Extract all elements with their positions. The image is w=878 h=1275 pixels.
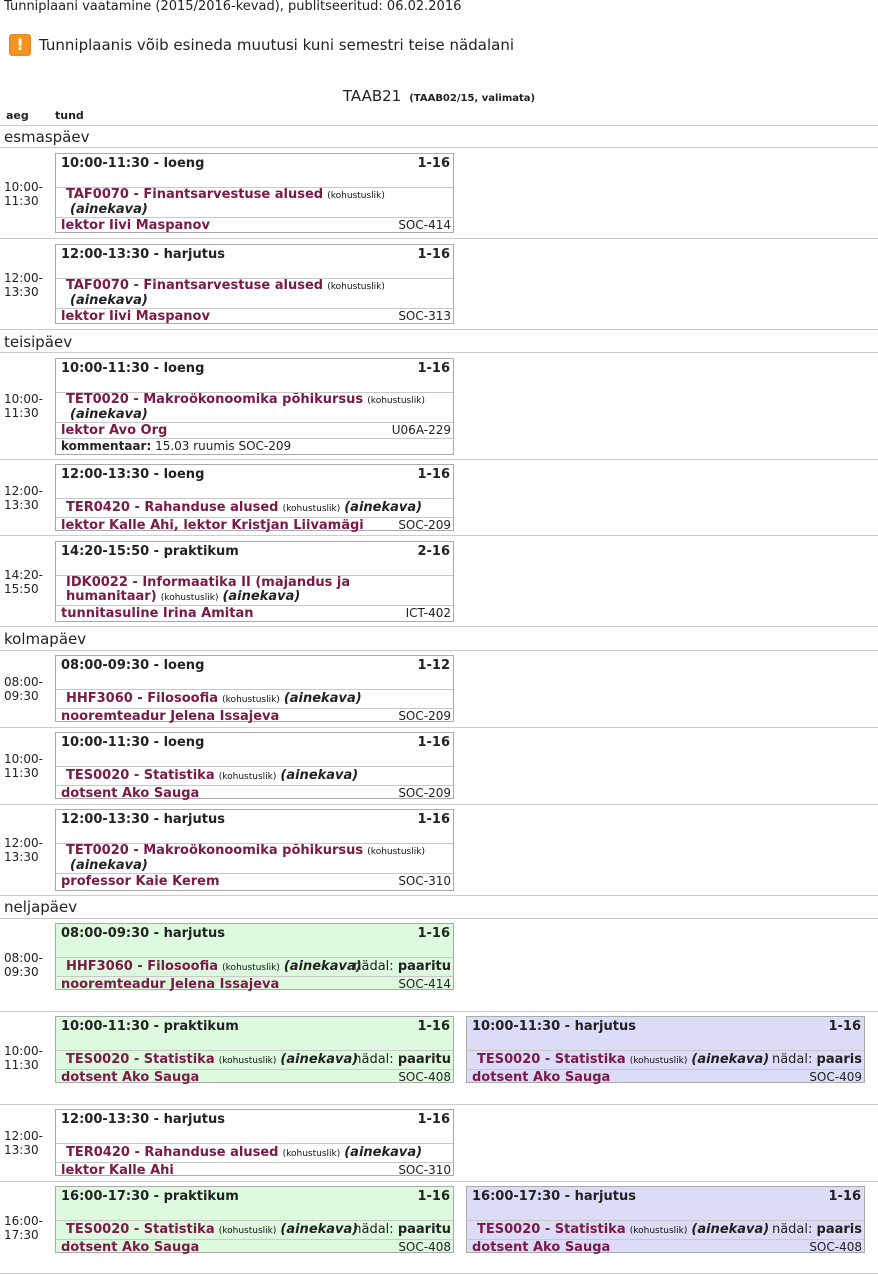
room: SOC-310: [398, 874, 451, 888]
lesson-card[interactable]: 12:00-13:30 - loeng 1-16 TER0420 - Rahanduse alused (kohustuslik) (ainekava) lektor Kalle Ahi, lektor Kristjan Liivamägi SOC-209: [55, 464, 454, 531]
group-title: [0, 87, 878, 105]
divider: [0, 147, 878, 148]
divider: [0, 1011, 878, 1012]
divider: [0, 626, 878, 627]
ainekava-link[interactable]: (ainekava): [70, 407, 148, 422]
teacher-link[interactable]: dotsent Ako Sauga: [61, 1070, 200, 1085]
time-label: 12:00- 13:30: [4, 836, 43, 864]
day-wednesday: kolmapäev: [4, 630, 87, 648]
group-name: TAAB21: [342, 87, 402, 105]
lesson-card[interactable]: 10:00-11:30 - loeng 1-16 TET0020 - Makroökonoomika põhikursus (kohustuslik) (ainekava) lektor Avo Org U06A-229 kommentaar: 15.03 ruumis SOC-209: [55, 358, 454, 455]
subject-link[interactable]: TES0020 - Statistika: [66, 1052, 215, 1067]
divider: [0, 459, 878, 460]
week-parity: nädal: paaris: [771, 1222, 862, 1237]
column-time: aeg: [6, 109, 29, 122]
lesson-card[interactable]: 08:00-09:30 - harjutus 1-16 HHF3060 - Filosoofia (kohustuslik) (ainekava) nädal: paaritu nooremteadur Jelena Issajeva SOC-414: [55, 923, 454, 990]
time-label: 10:00- 11:30: [4, 392, 43, 420]
ainekava-link[interactable]: (ainekava): [691, 1052, 770, 1067]
room: SOC-408: [809, 1240, 862, 1254]
ainekava-link[interactable]: (ainekava): [280, 1052, 359, 1067]
subject-link[interactable]: TES0020 - Statistika: [66, 768, 215, 783]
time-label: 08:00- 09:30: [4, 951, 43, 979]
time-label: 10:00- 11:30: [4, 752, 43, 780]
room: SOC-408: [398, 1240, 451, 1254]
teacher-link[interactable]: lektor Avo Org: [61, 423, 168, 438]
week-parity: nädal: paaritu: [353, 1222, 451, 1237]
teacher-link[interactable]: lektor Iivi Maspanov: [61, 218, 210, 233]
ainekava-link[interactable]: (ainekava): [222, 589, 301, 604]
lesson-card[interactable]: 12:00-13:30 - harjutus 1-16 TAF0070 - Finantsarvestuse alused (kohustuslik) (ainekava) lektor Iivi Maspanov SOC-313: [55, 244, 454, 324]
subject-link[interactable]: TET0020 - Makroökonoomika põhikursus: [66, 392, 364, 407]
room: SOC-414: [398, 218, 451, 232]
lesson-card[interactable]: 14:20-15:50 - praktikum 2-16 IDK0022 - Informaatika II (majandus ja humanitaar) (kohustuslik) (ainekava) tunnitasuline Irina Amitan ICT-402: [55, 541, 454, 622]
time-label: 10:00- 11:30: [4, 180, 43, 208]
group-subtitle: (TAAB02/15, valimata): [409, 93, 536, 104]
teacher-link[interactable]: nooremteadur Jelena Issajeva: [61, 709, 280, 724]
divider: [0, 895, 878, 896]
ainekava-link[interactable]: (ainekava): [344, 1145, 423, 1160]
subject-link[interactable]: HHF3060 - Filosoofia: [66, 959, 219, 974]
lesson-card[interactable]: 10:00-11:30 - loeng 1-16 TES0020 - Statistika (kohustuslik) (ainekava) dotsent Ako Sauga SOC-209: [55, 732, 454, 799]
notice-text: Tunniplaanis võib esineda muutusi kuni semestri teise nädalani: [39, 36, 514, 54]
teacher-link[interactable]: lektor Kalle Ahi, lektor Kristjan Liivamägi: [61, 518, 364, 533]
time-label: 14:20- 15:50: [4, 568, 43, 596]
divider: [0, 1104, 878, 1105]
teacher-link[interactable]: lektor Kalle Ahi: [61, 1163, 174, 1178]
teacher-link[interactable]: dotsent Ako Sauga: [61, 1240, 200, 1255]
lesson-card[interactable]: 16:00-17:30 - harjutus 1-16 TES0020 - Statistika (kohustuslik) (ainekava) nädal: paaris dotsent Ako Sauga SOC-408: [466, 1186, 865, 1253]
lesson-card[interactable]: 16:00-17:30 - praktikum 1-16 TES0020 - Statistika (kohustuslik) (ainekava) nädal: paaritu dotsent Ako Sauga SOC-408: [55, 1186, 454, 1253]
subject-link[interactable]: TES0020 - Statistika: [477, 1052, 626, 1067]
room: U06A-229: [391, 423, 451, 437]
ainekava-link[interactable]: (ainekava): [283, 691, 362, 706]
lesson-card[interactable]: 10:00-11:30 - harjutus 1-16 TES0020 - Statistika (kohustuslik) (ainekava) nädal: paaris dotsent Ako Sauga SOC-409: [466, 1016, 865, 1083]
subject-link[interactable]: TES0020 - Statistika: [477, 1222, 626, 1237]
time-label: 12:00- 13:30: [4, 1129, 43, 1157]
divider: [0, 125, 878, 126]
lesson-card[interactable]: 12:00-13:30 - harjutus 1-16 TER0420 - Rahanduse alused (kohustuslik) (ainekava) lektor Kalle Ahi SOC-310: [55, 1109, 454, 1176]
room: SOC-209: [398, 786, 451, 800]
subject-link[interactable]: TAF0070 - Finantsarvestuse alused: [66, 278, 324, 293]
room: SOC-414: [398, 977, 451, 991]
subject-link[interactable]: TER0420 - Rahanduse alused: [66, 1145, 279, 1160]
ainekava-link[interactable]: (ainekava): [70, 202, 148, 217]
subject-link[interactable]: TET0020 - Makroökonoomika põhikursus: [66, 843, 364, 858]
ainekava-link[interactable]: (ainekava): [691, 1222, 770, 1237]
ainekava-link[interactable]: (ainekava): [280, 1222, 359, 1237]
column-lesson: tund: [55, 109, 84, 122]
subject-link[interactable]: TES0020 - Statistika: [66, 1222, 215, 1237]
divider: [0, 329, 878, 330]
room: ICT-402: [405, 606, 451, 620]
room: SOC-408: [398, 1070, 451, 1084]
divider: [0, 650, 878, 651]
room: SOC-209: [398, 518, 451, 532]
week-parity: nädal: paaritu: [353, 959, 451, 974]
comment: kommentaar: 15.03 ruumis SOC-209: [56, 438, 453, 454]
day-thursday: neljapäev: [4, 898, 78, 916]
week-parity: nädal: paaris: [771, 1052, 862, 1067]
teacher-link[interactable]: dotsent Ako Sauga: [61, 786, 200, 801]
ainekava-link[interactable]: (ainekava): [344, 500, 423, 515]
teacher-link[interactable]: lektor Iivi Maspanov: [61, 309, 210, 324]
divider: [0, 1181, 878, 1182]
lesson-card[interactable]: 12:00-13:30 - harjutus 1-16 TET0020 - Makroökonoomika põhikursus (kohustuslik) (ainekava) professor Kaie Kerem SOC-310: [55, 809, 454, 891]
divider: [0, 1273, 878, 1274]
notice: [9, 34, 514, 56]
day-tuesday: teisipäev: [4, 333, 73, 351]
week-parity: nädal: paaritu: [353, 1052, 451, 1067]
ainekava-link[interactable]: (ainekava): [280, 768, 359, 783]
subject-link[interactable]: TER0420 - Rahanduse alused: [66, 500, 279, 515]
teacher-link[interactable]: nooremteadur Jelena Issajeva: [61, 977, 280, 992]
teacher-link[interactable]: tunnitasuline Irina Amitan: [61, 606, 254, 621]
teacher-link[interactable]: professor Kaie Kerem: [61, 874, 220, 889]
divider: [0, 352, 878, 353]
divider: [0, 918, 878, 919]
day-monday: esmaspäev: [4, 128, 90, 146]
lesson-card[interactable]: 10:00-11:30 - praktikum 1-16 TES0020 - Statistika (kohustuslik) (ainekava) nädal: paaritu dotsent Ako Sauga SOC-408: [55, 1016, 454, 1083]
teacher-link[interactable]: dotsent Ako Sauga: [472, 1240, 611, 1255]
divider: [0, 238, 878, 239]
teacher-link[interactable]: dotsent Ako Sauga: [472, 1070, 611, 1085]
subject-link[interactable]: TAF0070 - Finantsarvestuse alused: [66, 187, 324, 202]
room: SOC-209: [398, 709, 451, 723]
lesson-card[interactable]: 10:00-11:30 - loeng 1-16 TAF0070 - Finantsarvestuse alused (kohustuslik) (ainekava) lektor Iivi Maspanov SOC-414: [55, 153, 454, 233]
divider: [0, 804, 878, 805]
page-header: Tunniplaani vaatamine (2015/2016-kevad), publitseeritud: 06.02.2016: [4, 0, 462, 14]
ainekava-link[interactable]: (ainekava): [70, 858, 148, 873]
lesson-card[interactable]: 08:00-09:30 - loeng 1-12 HHF3060 - Filosoofia (kohustuslik) (ainekava) nooremteadur Jelena Issajeva SOC-209: [55, 655, 454, 722]
room: SOC-310: [398, 1163, 451, 1177]
room: SOC-313: [398, 309, 451, 323]
time-label: 12:00- 13:30: [4, 484, 43, 512]
time-label: 16:00- 17:30: [4, 1214, 43, 1242]
time-label: 12:00- 13:30: [4, 271, 43, 299]
ainekava-link[interactable]: (ainekava): [70, 293, 148, 308]
room: SOC-409: [809, 1070, 862, 1084]
divider: [0, 535, 878, 536]
warning-icon: !: [9, 34, 31, 56]
ainekava-link[interactable]: (ainekava): [283, 959, 362, 974]
time-label: 10:00- 11:30: [4, 1044, 43, 1072]
divider: [0, 727, 878, 728]
time-label: 08:00- 09:30: [4, 675, 43, 703]
subject-link[interactable]: IDK0022 - Informaatika II (majandus ja: [66, 575, 351, 590]
subject-link[interactable]: HHF3060 - Filosoofia: [66, 691, 219, 706]
